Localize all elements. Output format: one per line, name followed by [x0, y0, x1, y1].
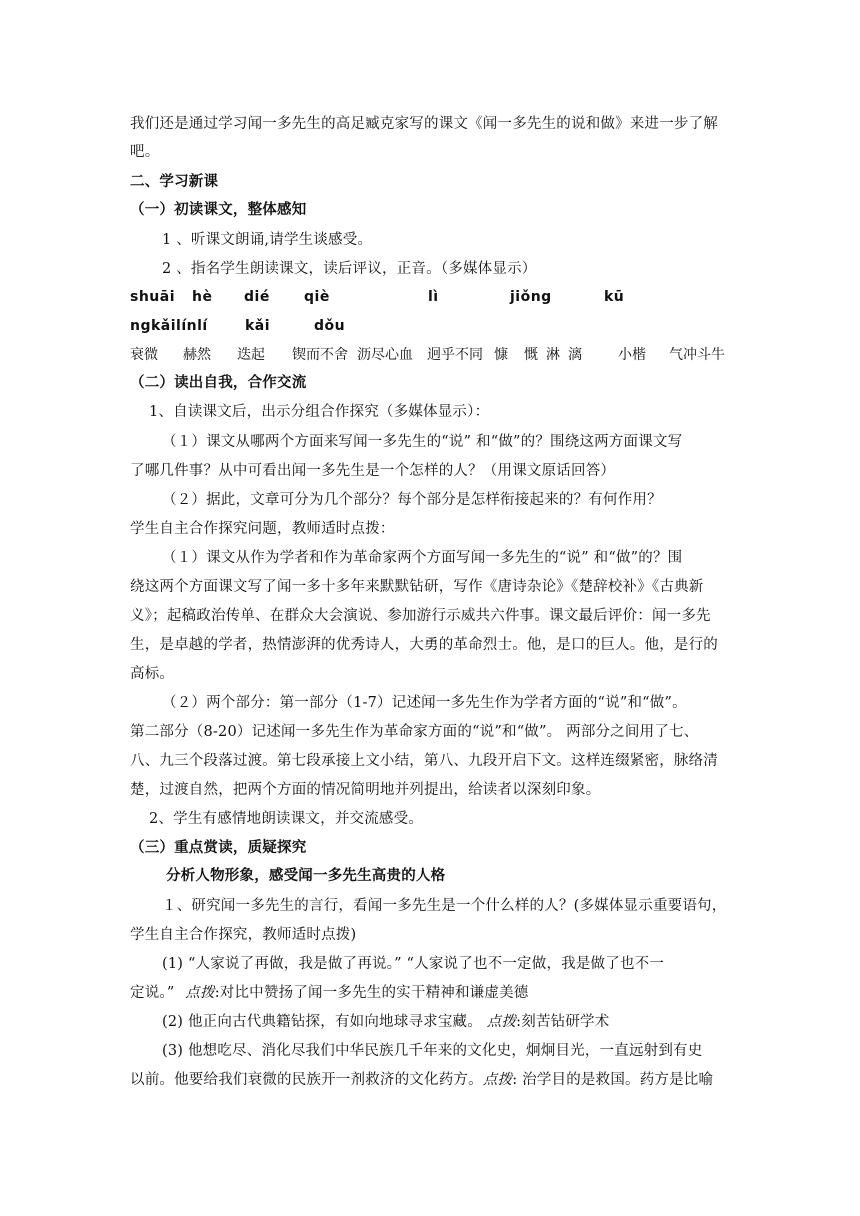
paragraph-line: 1、自读课文后，出示分组合作探究（多媒体显示）： — [149, 404, 490, 420]
paragraph-line: 生，是卓越的学者，热情澎湃的优秀诗人，大勇的革命烈士。他，是口的巨人。他，是行的 — [130, 637, 718, 653]
pinyin: hè — [192, 289, 213, 305]
topic-heading: 分析人物形象，感受闻一多先生高贵的人格 — [166, 868, 446, 884]
pinyin: lì — [428, 289, 439, 305]
subsection-heading: （二）读出自我，合作交流 — [130, 375, 307, 391]
word: 迥乎不同 — [427, 347, 483, 363]
paragraph-line: 第二部分（8-20）记述闻一多先生作为革命家方面的“说”和“做”。 两部分之间用了七、 — [130, 724, 699, 740]
paragraph-line: 学生自主合作探究，教师适时点拨) — [130, 927, 357, 943]
word: 沥尽心血 — [357, 347, 413, 363]
subsection-heading: （一）初读课文，整体感知 — [130, 202, 307, 218]
pinyin: qiè — [304, 289, 330, 305]
pinyin: ngkǎilínlí — [130, 318, 208, 334]
paragraph-line: 学生自主合作探究问题，教师适时点拨： — [130, 521, 395, 537]
note-text: :刻苦钻研学术 — [516, 1014, 610, 1030]
paragraph-line — [162, 1012, 762, 1032]
pinyin: kǎi — [245, 318, 271, 334]
paragraph-line: 吧。 — [130, 144, 160, 160]
list-item: 2 、指名学生朗读课文，读后评议，正音。（多媒体显示） — [162, 261, 537, 277]
paragraph-line: 楚，过渡自然，把两个方面的情况简明地并列提出，给读者以深刻印象。 — [130, 782, 601, 798]
pinyin: kū — [604, 289, 625, 305]
paragraph-line — [130, 983, 730, 1003]
pinyin: dié — [244, 289, 270, 305]
paragraph-line: 义》；起稿政治传单、在群众大会演说、参加游行示威共六件事。课文最后评价：闻一多先 — [130, 608, 711, 624]
word: 迭起 — [237, 347, 265, 363]
pinyin: dǒu — [314, 318, 346, 334]
note-text: : 治学目的是救国。药方是比喻 — [512, 1072, 714, 1088]
quote-text: (2) 他正向古代典籍钻探，有如向地球寻求宝藏。 — [162, 1014, 487, 1030]
pinyin-row — [130, 316, 730, 336]
paragraph-line: (3) 他想吃尽、消化尽我们中华民族几千年来的文化史，炯炯目光，一直远射到有史 — [162, 1043, 703, 1059]
paragraph-line: 我们还是通过学习闻一多先生的高足臧克家写的课文《闻一多先生的说和做》来进一步了解 — [130, 116, 718, 132]
word: 小楷 — [618, 347, 646, 363]
list-item: 1 、听课文朗诵,请学生谈感受。 — [162, 232, 373, 248]
paragraph-line: （２）两个部分：第一部分（1-7）记述闻一多先生作为学者方面的“说”和“做”。 — [162, 695, 687, 711]
section-heading: 二、学习新课 — [130, 174, 219, 190]
word: 慷 — [494, 347, 508, 363]
word: 淋 — [546, 347, 560, 363]
pinyin: shuāi — [130, 289, 176, 305]
quote-text: 定说。” — [130, 985, 180, 1001]
paragraph-line: 高标。 — [130, 666, 175, 682]
paragraph-line: （１）课文从哪两个方面来写闻一多先生的“说” 和“做”的？围绕这两方面课文写 — [162, 434, 683, 450]
paragraph-line: 绕这两个方面课文写了闻一多十多年来默默钻研，写作《唐诗杂论》《楚辞校补》《古典新 — [130, 579, 704, 595]
word: 气冲斗牛 — [669, 347, 725, 363]
note-label: 点拨 — [482, 1072, 513, 1088]
paragraph-line: (1) “人家说了再做，我是做了再说。” “人家说了也不一定做，我是做了也不一 — [162, 956, 665, 972]
paragraph-line: 八、九三个段落过渡。第七段承接上文小结，第八、九段开启下文。这样连缀紧密，脉络清 — [130, 753, 718, 769]
word-row — [130, 345, 730, 365]
note-label: 点拨 — [185, 985, 215, 1001]
subsection-heading: （三）重点赏读，质疑探究 — [130, 840, 307, 856]
note-text: :对比中赞扬了闻一多先生的实干精神和谦虚美德 — [214, 985, 529, 1001]
paragraph-line: （１）课文从作为学者和作为革命家两个方面写闻一多先生的“说” 和“做”的？围 — [162, 550, 683, 566]
paragraph-line: 了哪几件事？从中可看出闻一多先生是一个怎样的人？（用课文原话回答） — [130, 463, 616, 479]
note-label: 点拨 — [486, 1014, 517, 1030]
word: 锲而不舍 — [292, 347, 348, 363]
word: 慨 — [524, 347, 538, 363]
word: 赫然 — [183, 347, 211, 363]
word: 漓 — [568, 347, 582, 363]
word: 衰微 — [130, 347, 158, 363]
paragraph-line — [130, 1070, 730, 1090]
pinyin: jiǒng — [510, 289, 552, 305]
paragraph-line: （２）据此，文章可分为几个部分？每个部分是怎样衔接起来的？有何作用？ — [162, 492, 662, 508]
pinyin-row — [130, 287, 730, 307]
quote-text: 以前。他要给我们衰微的民族开一剂救济的文化药方。 — [130, 1072, 483, 1088]
paragraph-line: 2、学生有感情地朗读课文，并交流感受。 — [149, 811, 424, 827]
paragraph-line: １、研究闻一多先生的言行，看闻一多先生是一个什么样的人？(多媒体显示重要语句， — [162, 898, 727, 914]
